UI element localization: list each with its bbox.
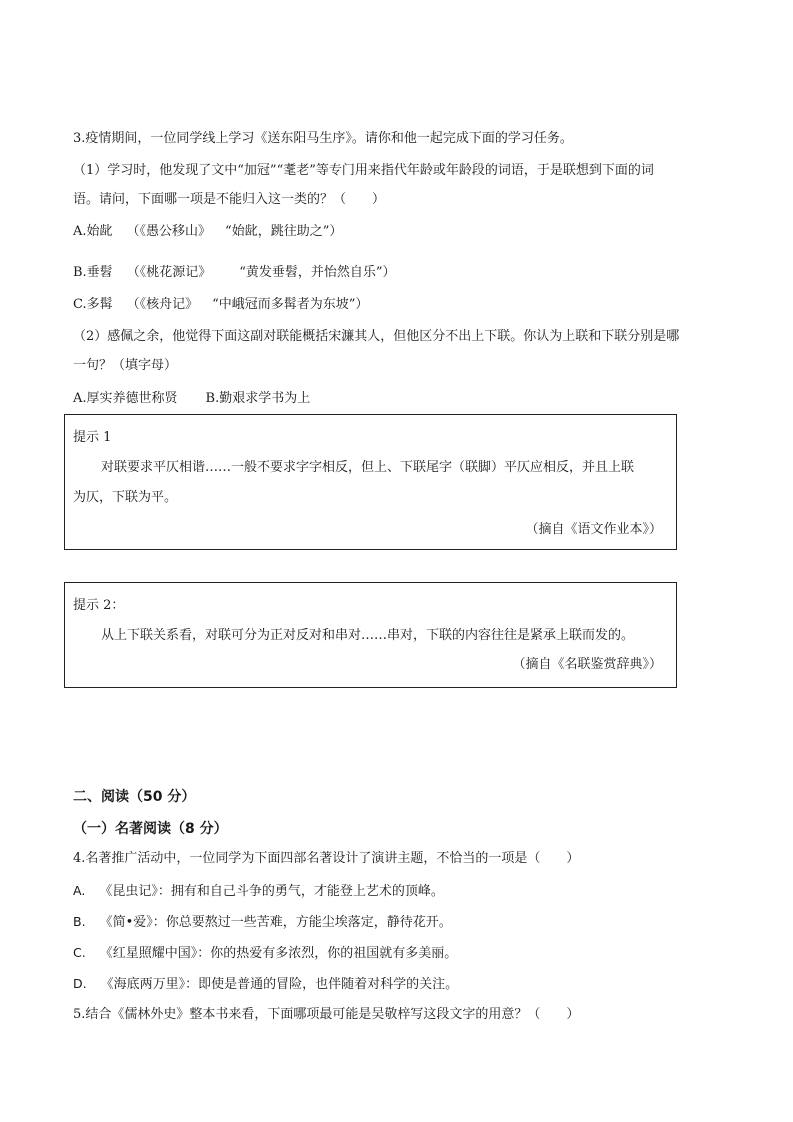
q3-option-a [73,223,342,241]
hint2-line1: 从上下联关系看，对联可分为正对反对和串对……串对，下联的内容往往是紧承上联而发的。 [101,628,635,643]
q4-option-c [73,944,457,963]
q3-couplet [73,390,310,408]
q3-stem: 3.疫情期间，一位同学线上学习《送东阳马生序》。请你和他一起完成下面的学习任务。 [73,131,573,146]
q3-couplet-a: A.厚实养德世称贤 [73,391,178,406]
q3-option-b-label: B.垂髫 [73,265,113,280]
q4-stem: 4.名著推广活动中，一位同学为下面四部名著设计了演讲主题，不恰当的一项是（ ） [73,851,580,866]
q3-part2-line2: 一句？（填字母） [73,358,178,373]
q4-option-d-label: D. [73,976,87,991]
q5-stem: 5.结合《儒林外史》整本书来看，下面哪项最可能是吴敬梓写这段文字的用意？（ ） [73,1007,580,1022]
q4-option-a-label: A. [73,883,86,898]
q4-option-c-text: 《红星照耀中国》：你的热爱有多浓烈，你的祖国就有多美丽。 [99,946,458,961]
q3-part1-line2: 语。请问，下面哪一项是不能归入这一类的？（ ） [73,192,386,207]
q4-option-b-text: 《简•爱》：你总要熬过一些苦难，方能尘埃落定，静待花开。 [99,915,452,930]
q4-option-d-text: 《海底两万里》：即使是普通的冒险，也伴随着对科学的关注。 [100,977,459,992]
q3-part1-line1: （1）学习时，他发现了文中“加冠”“耄老”等专门用来指代年龄或年龄段的词语，于是联想到下面的词 [73,163,654,178]
q3-option-b-quote: “黄发垂髫，并怡然自乐”） [239,265,396,280]
q3-option-c [73,296,368,314]
q4-option-a-text: 《昆虫记》：拥有和自己斗争的勇气，才能登上艺术的顶峰。 [99,884,444,899]
q4-option-d [73,975,458,994]
hint2-box [64,582,677,688]
section2-sub1-title: （一）名著阅读（8 分） [73,821,228,837]
hint1-box [64,414,677,550]
q3-part2-line1: （2）感佩之余，他觉得下面这副对联能概括宋濂其人，但他区分不出上下联。你认为上联和下联分别是哪 [73,329,680,344]
hint1-title: 提示 1 [73,430,112,445]
q4-option-c-label: C. [73,945,86,960]
hint2-source: （摘自《名联鉴赏辞典》） [512,657,662,672]
q3-option-a-source: （《愚公移山》 [126,224,212,239]
q3-option-c-source: （《核舟记》 [126,297,199,312]
q3-option-c-label: C.多髯 [73,297,113,312]
q3-option-b-source: （《桃花源记》 [126,265,212,280]
q4-option-b-label: B. [73,914,86,929]
q3-couplet-b: B.勤艰求学书为上 [205,391,311,406]
q3-option-a-quote: “始龀，跳往助之”） [225,224,343,239]
q3-option-a-label: A.始龀 [73,224,113,239]
hint1-line1: 对联要求平仄相谐……一般不要求字字相反，但上、下联尾字（联脚）平仄应相反，并且上联 [101,460,635,475]
hint1-source: （摘自《语文作业本》） [525,522,662,537]
hint2-title: 提示 2： [73,598,125,613]
q3-option-c-quote: “中峨冠而多髯者为东坡”） [212,297,369,312]
q4-option-b [73,913,452,932]
hint1-line2: 为仄，下联为平。 [73,490,178,505]
section2-title: 二、阅读（50 分） [73,789,196,805]
q4-option-a [73,882,444,901]
q3-option-b [73,264,396,282]
